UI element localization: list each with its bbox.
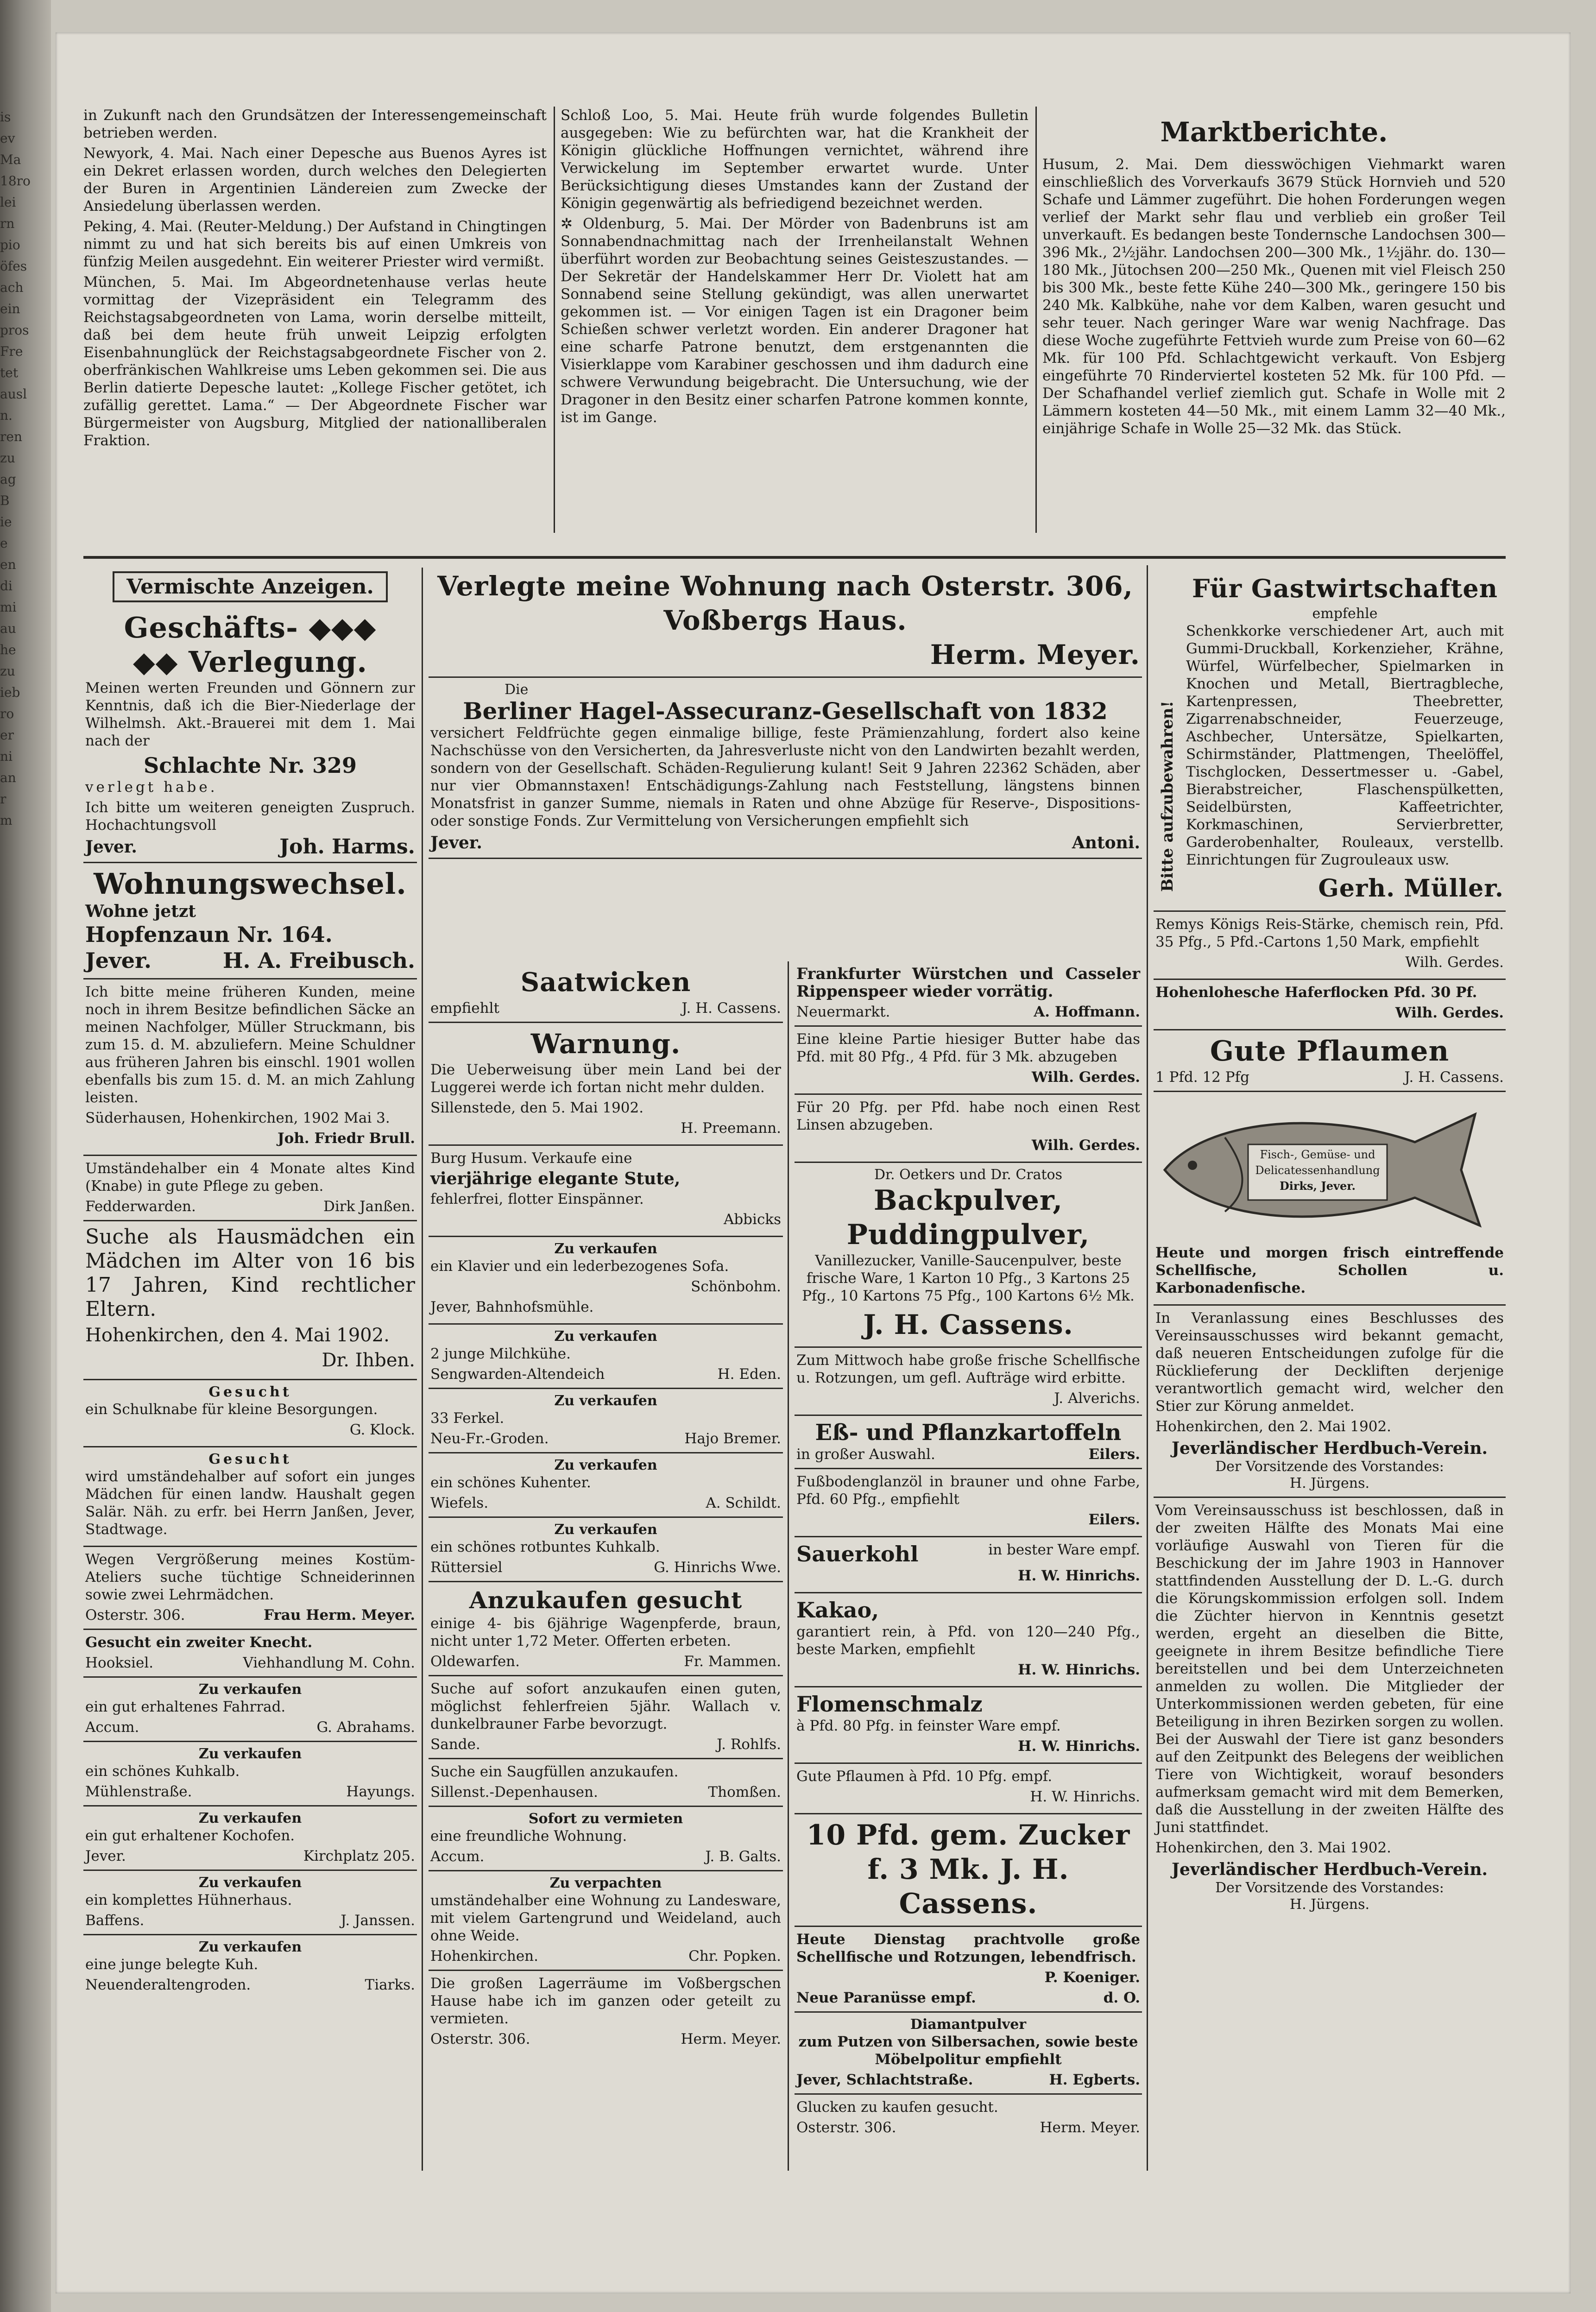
- ad-text: Burg Husum. Verkaufe eine: [430, 1150, 632, 1167]
- ad-signature: H. Egberts.: [1049, 2072, 1140, 2088]
- ad-title: ◆◆ Verlegung.: [133, 645, 367, 679]
- market-reports: [1042, 107, 1506, 551]
- ad-meyer-gesucht: [83, 1447, 417, 1547]
- ad-meyer-atelier: [83, 1547, 417, 1630]
- ad-geschaefts-verlegung: [83, 607, 417, 863]
- margin-fragment: ren: [0, 429, 22, 444]
- ad-text: ein schönes rotbuntes Kuhkalb.: [430, 1539, 660, 1555]
- ad-place: Jever.: [430, 833, 482, 853]
- ad-signature: H. A. Freibusch.: [222, 948, 415, 973]
- ad-signature: Kirchplatz 205.: [303, 1848, 415, 1864]
- ad-text: Heute und morgen frisch eintreffende Schellfische, Schollen u. Karbonadenfische.: [1155, 1244, 1504, 1296]
- ad-signature: J. H. Cassens.: [863, 1309, 1073, 1340]
- ad-signature: J. Rohlfs.: [717, 1736, 781, 1753]
- ad-text: garantiert rein, à Pfd. von 120—240 Pfg., beste Marken, empfiehlt: [796, 1623, 1140, 1658]
- ad-anzukaufen: [429, 1582, 783, 1676]
- ad-place: Süderhausen, Hohenkirchen, 1902 Mai 3.: [85, 1110, 390, 1126]
- ad-title: Gute Pflaumen: [1210, 1035, 1450, 1068]
- ad-text: Die Ueberweisung über mein Land bei der Luggerei werde ich fortan nicht mehr dulden.: [430, 1061, 781, 1096]
- ad-place: Jever, Bahnhofsmühle.: [430, 1299, 594, 1315]
- ad-place: Neu-Fr.-Groden.: [430, 1430, 549, 1447]
- ad-signature: A. Schildt.: [706, 1495, 781, 1511]
- ad-title: Sauerkohl: [796, 1541, 919, 1567]
- fish-label: [1248, 1147, 1387, 1194]
- ad-place: Osterstr. 306.: [85, 1607, 185, 1623]
- ad-place: Baffens.: [85, 1912, 145, 1929]
- ad-heading: Gesucht: [208, 1384, 292, 1400]
- column-rule: [422, 568, 423, 2171]
- ad-signature: Fr. Mammen.: [684, 1653, 781, 1670]
- ad-heading: Zu verkaufen: [554, 1393, 657, 1409]
- ad-place: Jever.: [85, 948, 152, 973]
- ad-heading: Sofort zu vermieten: [528, 1811, 683, 1827]
- ad-text: Gute Pflaumen à Pfd. 10 Pfg. empf.: [796, 1768, 1053, 1785]
- ad-signature: J. Janssen.: [341, 1912, 415, 1929]
- ad-place: Jever.: [85, 837, 137, 857]
- ads-column-4: [1154, 568, 1506, 2171]
- ad-place: Hohenkirchen, den 3. Mai 1902.: [1155, 1839, 1392, 1856]
- margin-fragment: ein: [0, 301, 20, 316]
- ad-signature: Herm. Meyer.: [1040, 2119, 1140, 2136]
- ad-title: Kakao,: [796, 1598, 879, 1623]
- ad-ferkel: [429, 1389, 783, 1453]
- ad-signature: d. O.: [1103, 1990, 1140, 2006]
- ad-text: Hohenlohesche Haferflocken Pfd. 30 Pf.: [1155, 984, 1477, 1001]
- ad-text: Frankfurter Würstchen und Casseler Rippenspeer wieder vorrätig.: [796, 965, 1140, 1001]
- ad-title: Eß- und Pflanzkartoffeln: [815, 1420, 1122, 1446]
- news-items: [83, 107, 547, 449]
- ad-text: zum Putzen von Silbersachen, sowie beste Möbelpolitur empfiehlt: [798, 2034, 1138, 2068]
- ad-place: Osterstr. 306.: [430, 2031, 530, 2047]
- news-paragraph: ✲ Oldenburg, 5. Mai. Der Mörder von Badenbruns ist am Sonnabendnachmittag nach der Irrenheilanstalt Wehnen überführt worden zur Beobachtung seines Geisteszustandes. — Der Sekretär der Handelskammer Herr Dr. Violett hat am Sonnabend seine Stellung gekündigt, was allen unerwartet gekommen ist. — Vor einigen Tagen ist ein Dragoner beim Schießen schwer verletzt worden. Ein anderer Dragoner hat eine scharfe Patrone benutzt, dem erstgenannten die Visierklappe vom Karabiner geschossen und ihm dadurch eine schwere Verwundung beigebracht. Die Untersuchung, wie der Dragoner in den Besitz einer scharfen Patrone kommen konnte, ist im Gange.: [561, 215, 1028, 426]
- ad-backpulver: [795, 1163, 1142, 1348]
- ad-signature: H. Eden.: [717, 1366, 781, 1383]
- ad-place: Osterstr. 306.: [796, 2119, 896, 2136]
- ad-signature: Antoni.: [1072, 833, 1140, 853]
- ad-saatwicken: [429, 961, 783, 1023]
- fish-label-line: Fisch-, Gemüse- und: [1260, 1148, 1375, 1161]
- ad-brull: [83, 979, 417, 1156]
- fish-label-line: Delicatessenhandlung: [1255, 1164, 1380, 1177]
- ad-signature: Viehhandlung M. Cohn.: [243, 1655, 415, 1671]
- ad-signature: Chr. Popken.: [688, 1948, 781, 1965]
- margin-fragment: au: [0, 621, 16, 636]
- ad-text: wird umständehalber auf sofort ein junges Mädchen für einen landw. Haushalt gegen Salär. Näh. zu erfr. bei Herrn Janßen, Jever, Stadtwage.: [85, 1468, 415, 1538]
- ad-heading: Diamantpulver: [910, 2016, 1027, 2033]
- margin-fragment: 18ro: [0, 173, 31, 189]
- ad-text: fehlerfrei, flotter Einspänner.: [430, 1191, 644, 1207]
- ad-title: Puddingpulver,: [846, 1219, 1090, 1251]
- ad-text: Ich bitte meine früheren Kunden, meine noch in ihrem Besitze befindlichen Säcke an meinen Nachfolger, Müller Struckmann, bis zum 15. d. M. abzuliefern. Meine Schuldner aus früheren Jahren bis einschl. 1901 wollen ebenfalls bis zum 15. d. M. an mich Zahlung leisten.: [85, 984, 415, 1106]
- ad-signature: H. W. Hinrichs.: [1018, 1738, 1140, 1755]
- ad-text: Suche auf sofort anzukaufen einen guten, möglichst fehlerfreien 5jähr. Wallach v. dunkelbrauner Farbe bevorzugt.: [430, 1680, 781, 1732]
- ad-title: 10 Pfd. gem. Zucker: [806, 1819, 1130, 1851]
- ad-kartoffeln: [795, 1416, 1142, 1469]
- ads-section-header: Vermischte Anzeigen.: [113, 571, 388, 602]
- ad-huehnerhaus: [83, 1871, 417, 1935]
- ad-signature: Thomßen.: [708, 1784, 781, 1800]
- margin-fragment: pros: [0, 322, 29, 338]
- ad-ihben: [83, 1221, 417, 1380]
- margin-fragment: r: [0, 791, 6, 807]
- ad-signature: J. B. Galts.: [705, 1848, 781, 1865]
- ad-text: Umständehalber ein 4 Monate altes Kind (Knabe) in gute Pflege zu geben.: [85, 1160, 415, 1194]
- news-paragraph: München, 5. Mai. Im Abgeordnetenhause verlas heute vormittag der Vizepräsident ein Telegramm des Reichstagsabgeordneten von Lama, worin derselbe mitteilt, daß bei dem heute früh unweit Leipzig erfolgten Eisenbahnunglück der Reichstagsabgeordnete Fischer von 2. oberfränkischen Wahlkreise ums Leben gekommen sei. Die aus Berlin datierte Depesche lautet: „Kollege Fischer getötet, ich zufällig gerettet. Lama.“ — Der Abgeordnete Fischer war Bürgermeister von Augsburg, Mitglied der nationalliberalen Fraktion.: [83, 274, 547, 449]
- ad-signature: Wilh. Gerdes.: [1031, 1137, 1140, 1154]
- ad-text: Suche ein Saugfüllen anzukaufen.: [430, 1763, 679, 1780]
- ad-heading: Zu verkaufen: [554, 1241, 657, 1257]
- margin-fragment: an: [0, 770, 16, 785]
- margin-fragment: Fre: [0, 344, 23, 359]
- margin-fragment: ie: [0, 514, 12, 530]
- margin-fragment: B: [0, 493, 10, 508]
- ad-signature: Herm. Meyer.: [681, 2031, 781, 2047]
- ad-lagerraeume: [429, 1971, 783, 2053]
- ad-text: Gesucht ein zweiter Knecht.: [85, 1634, 313, 1651]
- ad-reisstaerke: [1154, 912, 1506, 980]
- ad-signature: Schönbohm.: [691, 1278, 781, 1295]
- ad-text: Zum Mittwoch habe große frische Schellfische u. Rotzungen, um gefl. Aufträge wird erbitte.: [796, 1352, 1140, 1386]
- ad-place: Sande.: [430, 1736, 480, 1753]
- ad-title: Geschäfts- ◆◆◆: [124, 611, 377, 644]
- ad-text: ein schönes Kuhkalb.: [85, 1763, 240, 1780]
- ad-wallach: [429, 1676, 783, 1759]
- ad-heading: Zu verkaufen: [198, 1875, 302, 1891]
- ad-signature: Joh. Harms.: [279, 835, 415, 859]
- ad-signature: Jeverländischer Herdbuch-Verein.: [1171, 1439, 1488, 1458]
- ad-place: Hohenkirchen, den 4. Mai 1902.: [85, 1325, 390, 1346]
- ad-place: Neuenderaltengroden.: [85, 1977, 251, 1993]
- ad-title: Warnung.: [530, 1028, 681, 1060]
- ad-signature: Herm. Meyer.: [930, 639, 1140, 670]
- ad-heading: Gesucht: [208, 1451, 292, 1467]
- ad-saugfuellen: [429, 1759, 783, 1807]
- ad-signature: Joh. Friedr Brull.: [278, 1130, 415, 1147]
- ad-text: empfiehlt: [430, 1000, 499, 1017]
- ad-wohnung-vermieten: [429, 1807, 783, 1871]
- margin-fragment: öfes: [0, 259, 27, 274]
- ad-place: Oldewarfen.: [430, 1653, 520, 1670]
- news-items: [561, 107, 1028, 426]
- margin-fragment: zu: [0, 663, 15, 679]
- ad-place: Accum.: [85, 1719, 139, 1736]
- fish-illustration: [1155, 1100, 1504, 1239]
- ad-header-block: [83, 568, 417, 607]
- ad-place: Accum.: [430, 1848, 485, 1865]
- ad-text: ein Klavier und ein lederbezogenes Sofa.: [430, 1258, 729, 1275]
- ad-title: Verlegte meine Wohnung nach Osterstr. 306,: [437, 570, 1133, 602]
- ad-signature: H. Jürgens.: [1289, 1475, 1370, 1491]
- ad-zucker: [795, 1814, 1142, 1927]
- margin-fragment: pio: [0, 237, 20, 253]
- ad-signature: J. H. Cassens.: [681, 1000, 781, 1017]
- ad-kuhkalb: [429, 1518, 783, 1582]
- ad-signature: Wilh. Gerdes.: [1405, 954, 1504, 971]
- ad-signature: Jeverländischer Herdbuch-Verein.: [1171, 1860, 1488, 1879]
- ad-text: umständehalber eine Wohnung zu Landesware, mit vielem Gartengrund und Weideland, auch ohne Weide.: [430, 1892, 781, 1944]
- ad-text: Vanillezucker, Vanille-Saucenpulver, beste frische Ware, 1 Karton 10 Pfg., 3 Kartons 25 Pfg., 10 Kartons 75 Pfg., 100 Kartons 6½ Mk.: [802, 1252, 1135, 1304]
- margin-fragment: tet: [0, 365, 19, 380]
- margin-fragment: ag: [0, 472, 16, 487]
- ad-signature: J. H. Cassens.: [1404, 1069, 1504, 1086]
- ad-text: versichert Feldfrüchte gegen einmalige billige, feste Prämienzahlung, fordert also keine Nachschüsse von den Versicherten, da Jahresverluste nicht von den Landwirten bezahlt werden, sondern von der Gesellschaft. Schäden-Regulierung kulant! Seit 9 Jahren 22362 Schäden, aber nur vier Obmannstaxen! Entschädigungs-Zahlung nach Feststellung, längstens binnen Monatsfrist in ganzer Summe, niemals in Raten und ohne Abzüge für Reserve-, Dispositions- oder sonstige Fonds. Zur Vermittelung von Versicherungen empfiehlt sich: [430, 725, 1140, 829]
- margin-fragment: mi: [0, 600, 17, 615]
- ad-heading: Zu verkaufen: [554, 1328, 657, 1345]
- ads-column-3: [795, 961, 1142, 2171]
- ad-herdbuch-2: [1154, 1498, 1506, 1918]
- ad-pflaumen-hinrichs: [795, 1764, 1142, 1814]
- ad-title: Wohnungswechsel.: [94, 867, 407, 901]
- ad-hagel-versicherung: [429, 678, 1142, 859]
- ad-signature: Wilh. Gerdes.: [1395, 1004, 1504, 1021]
- column-rule: [1035, 107, 1037, 533]
- margin-fragment: di: [0, 578, 13, 594]
- ad-text: Eine kleine Partie hiesiger Butter habe das Pfd. mit 80 Pfg., 4 Pfd. für 3 Mk. abzugeben: [796, 1031, 1140, 1065]
- ad-title: Saatwicken: [520, 967, 691, 998]
- ad-text: Für 20 Pfg. per Pfd. habe noch einen Rest Linsen abzugeben.: [796, 1099, 1140, 1133]
- ad-verlegte-wohnung: [429, 565, 1142, 678]
- ad-signature: H. Jürgens.: [1289, 1896, 1370, 1913]
- ad-signature: J. Alverichs.: [1054, 1390, 1140, 1407]
- ad-text: à Pfd. 80 Pfg. in feinster Ware empf.: [796, 1718, 1061, 1734]
- ad-heading: Zu verkaufen: [554, 1522, 657, 1538]
- ad-address: Hopfenzaun Nr. 164.: [85, 922, 333, 947]
- ad-subtitle: empfehle: [1312, 606, 1378, 622]
- ad-text: vierjährige elegante Stute,: [430, 1169, 681, 1188]
- ad-heading: Zu verkaufen: [198, 1681, 302, 1698]
- ad-gastwirtschaften: [1154, 568, 1506, 912]
- ad-signature: Tiarks.: [365, 1977, 415, 1993]
- ad-glucken: [795, 2095, 1142, 2141]
- ad-signature: Abbicks: [723, 1211, 781, 1228]
- margin-fragment: ro: [0, 706, 14, 721]
- market-title: Marktberichte.: [1160, 116, 1388, 148]
- ad-signature: Dirk Janßen.: [323, 1198, 415, 1215]
- ad-signature: Dr. Ihben.: [322, 1350, 415, 1371]
- ads-column-2-top: [429, 565, 1142, 959]
- ad-title: Anzukaufen gesucht: [469, 1586, 743, 1614]
- ad-text: Ich bitte um weiteren geneigten Zuspruch. Hochachtungsvoll: [85, 799, 415, 834]
- ad-place: Jever.: [85, 1848, 126, 1864]
- ad-linsen: [795, 1095, 1142, 1163]
- margin-fragment: zu: [0, 450, 15, 466]
- ad-haferflocken: [1154, 980, 1506, 1030]
- ad-signature: G. Abrahams.: [316, 1719, 415, 1736]
- margin-fragment: Ma: [0, 152, 21, 167]
- ad-text: einige 4- bis 6jährige Wagenpferde, braun, nicht unter 1,72 Meter. Offerten erbeten.: [430, 1615, 781, 1649]
- ad-place: Mühlenstraße.: [85, 1783, 192, 1800]
- ad-herdbuch-1: [1154, 1306, 1506, 1498]
- ad-place: Hooksiel.: [85, 1655, 154, 1671]
- ad-signature: Hajo Bremer.: [684, 1430, 781, 1447]
- ad-text: Die großen Lagerräume im Voßbergschen Hause habe ich im ganzen oder geteilt zu vermieten.: [430, 1975, 781, 2027]
- margin-fragment: ni: [0, 749, 13, 764]
- margin-fragment: ev: [0, 131, 15, 146]
- margin-fragment: rn: [0, 216, 15, 231]
- ad-text: Glucken zu kaufen gesucht.: [796, 2099, 998, 2116]
- ad-signature: Eilers.: [1088, 1511, 1140, 1528]
- news-column-2: [561, 107, 1028, 551]
- news-paragraph: Schloß Loo, 5. Mai. Heute früh wurde folgendes Bulletin ausgegeben: Wie zu befürchten war, hat die Krankheit der Königin glückliche Hoffnungen vernichtet, während ihre Verwickelung im September erwartet wurde. Unter Berücksichtigung dieses Umstandes kann der Zustand der Königin gegenwärtig als befriedigend bezeichnet werden.: [561, 107, 1028, 212]
- news-column-1: [83, 107, 547, 551]
- ad-text: 1 Pfd. 12 Pfg: [1155, 1069, 1249, 1086]
- margin-fragment: m: [0, 813, 13, 828]
- ad-koeniger: [795, 1927, 1142, 2013]
- ad-text: in großer Auswahl.: [796, 1446, 935, 1463]
- ad-warnung: [429, 1023, 783, 1146]
- ad-title: f. 3 Mk. J. H. Cassens.: [867, 1853, 1069, 1920]
- ad-gute-pflaumen: [1154, 1030, 1506, 1092]
- ad-signature: Hayungs.: [346, 1783, 415, 1800]
- ad-text: Vom Vereinsausschuss ist beschlossen, daß in der zweiten Hälfte des Monats Mai eine vorläufige Auswahl von Tieren für die Beschickung der im Jahre 1903 in Hannover stattfindenden Ausstellung der D. L.-G. durch die Körungskommission erfolgen soll. Indem die Züchter hiervon in Kenntnis gesetzt werden, ergeht an dieselben die Bitte, geeignete in ihrem Besitze befindliche Tiere bereitstellen und bei dem Unterzeichneten anmelden zu wollen. Die Mitglieder der Unterkommissionen werden gebeten, für eine Beteiligung in ihren Bezirken sorgen zu wollen. Bei der Auswahl der Tiere ist ganz besonders auf den Zeitpunkt des Belegens der weiblichen Tiere von Wichtigkeit, worauf besonders aufmerksam gemacht wird mit dem Bemerken, daß die Ausstellung in der zweiten Hälfte des Juni stattfindet.: [1155, 1502, 1504, 1836]
- ad-diamantpulver: [795, 2013, 1142, 2095]
- ad-kochofen: [83, 1807, 417, 1871]
- ad-text: Meinen werten Freunden und Gönnern zur Kenntnis, daß ich die Bier-Niederlage der Wilhelmsh. Akt.-Brauerei mit dem 1. Mai nach der: [85, 680, 415, 749]
- ad-text: ein Schulknabe für kleine Besorgungen.: [85, 1401, 378, 1418]
- ad-text: Die: [505, 682, 529, 698]
- ad-place: Sengwarden-Altendeich: [430, 1366, 605, 1383]
- ad-title: Backpulver,: [873, 1184, 1063, 1217]
- ad-text: Wegen Vergrößerung meines Kostüm-Ateliers suche tüchtige Schneiderinnen sowie zwei Lehrmädchen.: [85, 1551, 415, 1603]
- ad-signature: Eilers.: [1088, 1446, 1140, 1463]
- ad-text: verlegt habe.: [85, 779, 218, 796]
- margin-fragment: e: [0, 536, 8, 551]
- ad-klavier: [429, 1237, 783, 1325]
- margin-fragment: lei: [0, 195, 16, 210]
- ad-text: ein gut erhaltenes Fahrrad.: [85, 1699, 286, 1715]
- ad-fussboden: [795, 1469, 1142, 1537]
- ad-place: Rüttersiel: [430, 1559, 503, 1576]
- ad-signature: G. Hinrichs Wwe.: [654, 1559, 781, 1576]
- ad-tiarks: [83, 1935, 417, 1998]
- ad-place: Jever, Schlachtstraße.: [796, 2072, 973, 2088]
- ad-signature: Wilh. Gerdes.: [1031, 1069, 1140, 1086]
- ad-text: In Veranlassung eines Beschlusses des Vereinsausschusses wird bekannt gemacht, daß neueren Entscheidungen zufolge für die Rücklieferung der Deckliften derjenige verantwortlich gemacht wird, welcher den Stier zur Körung anmeldet.: [1155, 1310, 1504, 1415]
- ad-cohn: [83, 1630, 417, 1678]
- ad-place: Sillenst.-Depenhausen.: [430, 1784, 598, 1800]
- ad-place: Sillenstede, den 5. Mai 1902.: [430, 1099, 644, 1116]
- ad-flomenschmalz: [795, 1687, 1142, 1764]
- ad-side-note: Bitte aufzubewahren!: [1158, 701, 1177, 892]
- left-margin-fragments: [0, 107, 56, 831]
- ad-milchkuehe: [429, 1325, 783, 1389]
- ad-text: Neue Paranüsse empf.: [796, 1990, 976, 2006]
- ad-signature: G. Klock.: [349, 1421, 415, 1438]
- ad-text: in bester Ware empf.: [988, 1541, 1140, 1558]
- ad-text: 33 Ferkel.: [430, 1410, 505, 1427]
- ad-signature: A. Hoffmann.: [1034, 1004, 1140, 1020]
- ad-place: Wiefels.: [430, 1495, 489, 1511]
- ad-address: Schlachte Nr. 329: [143, 753, 357, 778]
- ad-title: Berliner Hagel-Assecuranz-Gesellschaft von 1832: [463, 697, 1108, 725]
- ad-text: eine junge belegte Kuh.: [85, 1956, 259, 1973]
- margin-fragment: en: [0, 557, 16, 572]
- ads-column-2: [429, 961, 783, 2171]
- margin-fragment: he: [0, 642, 16, 657]
- margin-fragment: is: [0, 109, 11, 125]
- ad-heading: Zu verkaufen: [554, 1457, 657, 1473]
- section-rule: [83, 556, 1506, 559]
- ad-text: Der Vorsitzende des Vorstandes:: [1215, 1459, 1444, 1475]
- ad-text: Dr. Oetkers und Dr. Cratos: [874, 1167, 1063, 1183]
- margin-fragment: er: [0, 727, 14, 743]
- ad-kuhenter: [429, 1453, 783, 1518]
- ad-stute: [429, 1146, 783, 1237]
- ad-klock: [83, 1380, 417, 1447]
- ad-wuerstchen: [795, 961, 1142, 1027]
- ad-text: ein schönes Kuhenter.: [430, 1474, 591, 1491]
- margin-fragment: n.: [0, 408, 13, 423]
- ad-text: Heute Dienstag prachtvolle große Schellfische und Rotzungen, lebendfrisch.: [796, 1931, 1140, 1965]
- ad-schellfische: [795, 1348, 1142, 1416]
- column-rule: [1147, 565, 1148, 2171]
- ad-signature: H. Preemann.: [681, 1120, 781, 1137]
- ad-heading: Zu verkaufen: [198, 1939, 302, 1955]
- ad-text: eine freundliche Wohnung.: [430, 1828, 627, 1845]
- ad-place: Hohenkirchen, den 2. Mai 1902.: [1155, 1418, 1392, 1435]
- ad-signature: P. Koeniger.: [1044, 1969, 1140, 1986]
- market-text: Husum, 2. Mai. Dem diesswöchigen Viehmarkt waren einschließlich des Vorverkaufs 3679 Stück Hornvieh und 520 Schafe und Lämmer zugeführt. Die hohen Forderungen wegen verlief der Markt sehr flau und verblieb ein großer Teil unverkauft. Es bedangen beste Tondernsche Landochsen 300—396 Mk., 2½jähr. Landochsen 200—300 Mk., 1½jähr. do. 130—180 Mk., Jütochsen 200—250 Mk., Quenen mit viel Fleisch 250 bis 300 Mk., beste fette Kühe 240—300 Mk., geringere 150 bis 240 Mk. Kalbkühe, nahe vor dem Kalben, waren gesucht und sehr teuer. Nach geringer Ware war wenig Nachfrage. Das diese Woche zugeführte Fettvieh wurde zum Preise von 60—62 Mk. für 100 Pfd. Schlachtgewicht verkauft. Von Esbjerg eingeführte 70 Rinderviertel kosteten 52 Mk. für 100 Pfd. — Der Schafhandel verlief ziemlich gut. Schafe in Wolle mit 2 Lämmern kosteten 44—50 Mk., mit einem Lamm 32—40 Mk., einjährige Schafe in Wolle 25—32 Mk. das Stück.: [1042, 156, 1506, 437]
- ad-kakao: [795, 1593, 1142, 1687]
- ad-sauerkohl: [795, 1537, 1142, 1593]
- ad-wohnungswechsel: [83, 863, 417, 979]
- ad-signature: H. W. Hinrichs.: [1030, 1788, 1140, 1805]
- ads-column-1: [83, 568, 417, 2180]
- ad-text: ein gut erhaltener Kochofen.: [85, 1827, 295, 1844]
- news-paragraph: Peking, 4. Mai. (Reuter-Meldung.) Der Aufstand in Chingtingen nimmt zu und hat sich bereits bis auf einen Umkreis von fünfzig Meilen ausgedehnt. Ein weiterer Priester wird vermißt.: [83, 218, 547, 270]
- column-rule: [554, 107, 555, 533]
- ad-fischhandlung: [1154, 1092, 1506, 1306]
- ad-text: Der Vorsitzende des Vorstandes:: [1215, 1880, 1444, 1896]
- margin-fragment: ieb: [0, 685, 20, 700]
- ad-title: Flomenschmalz: [796, 1692, 983, 1717]
- fish-label-line: Dirks, Jever.: [1279, 1179, 1356, 1193]
- ad-place: Neuermarkt.: [796, 1004, 890, 1020]
- ad-text: Wohne jetzt: [85, 902, 196, 921]
- news-paragraph: in Zukunft nach den Grundsätzen der Interessengemeinschaft betrieben werden.: [83, 107, 547, 141]
- ad-heading: Zu verpachten: [549, 1875, 662, 1891]
- ad-text: Suche als Hausmädchen ein Mädchen im Alter von 16 bis 17 Jahren, Kind rechtlicher Eltern.: [85, 1225, 415, 1321]
- ad-text: Fußbodenglanzöl in brauner und ohne Farbe, Pfd. 60 Pfg., empfiehlt: [796, 1473, 1140, 1508]
- ad-text: Schenkkorke verschiedener Art, auch mit Gummi-Druckball, Korkenzieher, Krähne, Würfel, Würfelbecher, Spielmarken in Knochen und Metall, Biertragbleche, Kartenpressen, Theebretter, Zigarrenabschneider, Feuerzeuge, Aschbecher, Untersätze, Spielkarten, Schirmständer, Plattmengen, Theelöffel, Tischglocken, Dessertmesser u. -Gabel, Bierabstreicher, Flaschenspülketten, Seidelbürsten, Kaffeetrichter, Korkmaschinen, Servierbretter, Garderobenhalter, Rouleaux, verstellb. Einrichtungen für Zugrouleaux usw.: [1186, 623, 1504, 868]
- ad-place: Fedderwarden.: [85, 1198, 196, 1215]
- ad-butter: [795, 1027, 1142, 1095]
- ad-abrahams: [83, 1678, 417, 1742]
- ad-text: ein komplettes Hühnerhaus.: [85, 1892, 292, 1908]
- ad-signature: H. W. Hinrichs.: [1018, 1661, 1140, 1678]
- ad-hayungs: [83, 1742, 417, 1807]
- ad-signature: Frau Herm. Meyer.: [264, 1607, 415, 1623]
- margin-fragment: ach: [0, 280, 24, 295]
- news-paragraph: Newyork, 4. Mai. Nach einer Depesche aus Buenos Ayres ist ein Dekret erlassen worden, durch welches den Delegierten der Buren in Argentinien Ländereien zum Zwecke der Ansiedelung überlassen werden.: [83, 145, 547, 215]
- ad-heading: Zu verkaufen: [198, 1810, 302, 1826]
- ad-heading: Zu verkaufen: [198, 1746, 302, 1762]
- ad-text: Remys Königs Reis-Stärke, chemisch rein, Pfd. 35 Pfg., 5 Pfd.-Cartons 1,50 Mark, empfiehlt: [1155, 916, 1504, 950]
- ad-signature: H. W. Hinrichs.: [1018, 1567, 1140, 1584]
- ad-title: Voßbergs Haus.: [663, 605, 907, 636]
- ad-verpachten: [429, 1871, 783, 1971]
- margin-fragment: ausl: [0, 386, 27, 402]
- ad-place: Hohenkirchen.: [430, 1948, 538, 1965]
- column-rule: [788, 961, 789, 2171]
- ad-title: Für Gastwirtschaften: [1192, 574, 1498, 603]
- ad-text: 2 junge Milchkühe.: [430, 1346, 571, 1362]
- ad-jansen: [83, 1156, 417, 1221]
- ad-signature: Gerh. Müller.: [1318, 874, 1504, 903]
